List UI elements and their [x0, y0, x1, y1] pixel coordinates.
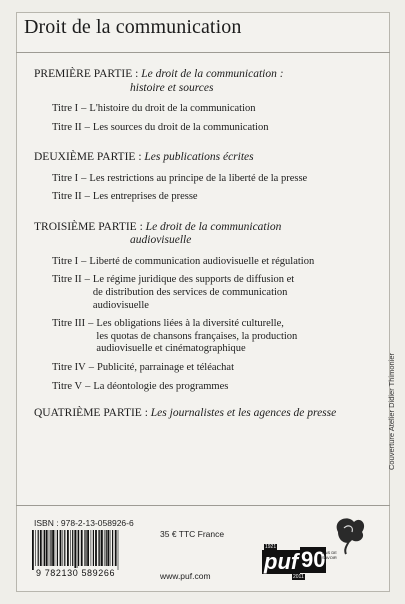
cover-credit: Couverture Atelier Didier Thimonier [387, 353, 396, 470]
bottom-divider [16, 505, 390, 506]
part-heading [34, 221, 379, 248]
part-label: DEUXIÈME PARTIE [34, 151, 136, 164]
title-text-line: Liberté de communication audiovisuelle et régulation [89, 255, 315, 267]
puf-emblem-icon [304, 510, 370, 588]
logo-brand: puf [264, 549, 299, 574]
barcode-bar [77, 530, 78, 570]
title-number: Titre II [52, 274, 82, 286]
toc-part [34, 221, 379, 393]
barcode-bar [46, 530, 48, 566]
barcode [30, 530, 120, 572]
title-dash: – [84, 191, 90, 203]
part-heading [34, 407, 379, 421]
barcode-number: 9 782130 589266 [36, 568, 116, 578]
barcode-bar [74, 530, 76, 570]
title-text-line: Les sources du droit de la communication [92, 121, 269, 133]
title-number: Titre III [52, 318, 86, 330]
title-number: Titre IV [52, 362, 86, 374]
toc-part [34, 407, 379, 421]
title-text-line: les quotas de chansons françaises, la production [96, 330, 298, 342]
part-heading-line [34, 221, 379, 235]
title-number: Titre I [52, 172, 79, 184]
top-divider [16, 52, 390, 53]
barcode-bar [72, 530, 73, 566]
table-of-contents [34, 68, 379, 421]
title-number: Titre I [52, 255, 79, 267]
part-heading-line [34, 151, 379, 165]
toc-title-row [34, 191, 379, 204]
barcode-bar [112, 530, 113, 566]
title-dash: – [88, 362, 94, 374]
title-dash: – [81, 172, 87, 184]
title-dash: – [88, 318, 94, 330]
barcode-bar [101, 530, 103, 566]
barcode-bar [63, 530, 64, 566]
barcode-bar [115, 530, 117, 566]
barcode-bar [60, 530, 62, 566]
part-name: audiovisuelle [130, 234, 192, 247]
logo-year-end: 2011 [293, 574, 304, 580]
part-name: Les journalistes et les agences de presse [150, 407, 337, 420]
barcode-bar [98, 530, 99, 566]
title-text [89, 103, 379, 116]
part-heading-line [34, 82, 379, 96]
title-text-line: audiovisuelle [92, 299, 149, 311]
toc-title-row [34, 173, 379, 186]
title-dash: – [84, 274, 90, 286]
toc-title-row [34, 274, 379, 312]
part-heading-line [34, 68, 379, 82]
logo-year-start: 1921 [265, 544, 277, 550]
barcode-bar [99, 530, 100, 566]
part-name: histoire et sources [130, 81, 214, 94]
part-name: Le droit de la communication : [141, 68, 284, 80]
barcode-bar [43, 530, 44, 566]
barcode-bar [40, 530, 42, 566]
title-text [89, 173, 379, 186]
barcode-bar [95, 530, 97, 566]
part-separator: : [135, 151, 145, 164]
toc-part [34, 151, 379, 204]
barcode-bar [81, 530, 83, 566]
title-text-line: Publicité, parrainage et téléachat [97, 362, 235, 374]
title-number: Titre I [52, 103, 79, 114]
toc-title-row [34, 122, 379, 135]
title-text [93, 274, 379, 312]
barcode-bar [84, 530, 85, 566]
title-text [97, 362, 379, 375]
barcode-bar [104, 530, 105, 566]
barcode-bar [49, 530, 50, 566]
barcode-bar [87, 530, 89, 566]
toc-part [34, 68, 379, 134]
barcode-bar [110, 530, 111, 566]
title-number: Titre V [52, 380, 83, 392]
toc-title-row [34, 381, 379, 394]
title-text-line: L'histoire du droit de la communication [89, 103, 256, 114]
barcode-bar [57, 530, 58, 566]
barcode-bar [52, 530, 54, 566]
title-text-line: audiovisuelle et cinématographique [96, 343, 246, 355]
title-text-line: de distribution des services de communication [92, 287, 288, 299]
title-text-line: Les restrictions au principe de la liberté de la presse [89, 172, 308, 184]
barcode-bar [93, 530, 94, 566]
price-text: 35 € TTC France [160, 529, 225, 539]
title-number: Titre II [52, 121, 82, 133]
title-text [96, 318, 379, 356]
part-label: TROISIÈME PARTIE [34, 220, 137, 233]
part-heading [34, 151, 379, 165]
isbn-text: ISBN : 978-2-13-058926-6 [34, 518, 134, 528]
toc-title-row [34, 318, 379, 356]
toc-title-row [34, 362, 379, 375]
title-text-line: Les obligations liées à la diversité culturelle, [96, 318, 284, 330]
title-text-line: Les entreprises de presse [92, 191, 198, 203]
title-text-line: Le régime juridique des supports de diffusion et [92, 274, 295, 286]
barcode-bar [55, 530, 56, 566]
title-number: Titre II [52, 191, 82, 203]
barcode-bar [67, 530, 69, 566]
barcode-bar [78, 530, 79, 566]
barcode-bar [91, 530, 92, 566]
barcode-bar [44, 530, 45, 566]
title-dash: – [85, 380, 91, 392]
logo-number: 90 [301, 547, 326, 572]
toc-title-row [34, 256, 379, 269]
title-dash: – [81, 103, 87, 114]
title-text-line: La déontologie des programmes [93, 380, 229, 392]
barcode-bar [64, 530, 65, 566]
book-title: Droit de la communication [24, 16, 242, 38]
part-heading [34, 68, 379, 95]
title-text [93, 191, 379, 204]
barcode-bar [118, 530, 119, 570]
barcode-bar [32, 530, 34, 570]
logo-tagline: ANS DE SAVOIR [322, 550, 337, 560]
part-separator: : [132, 68, 142, 80]
title-text [93, 381, 379, 394]
title-text [93, 122, 379, 135]
title-dash: – [81, 255, 87, 267]
barcode-bar [35, 530, 36, 566]
toc-title-row [34, 103, 379, 116]
part-heading-line [34, 407, 379, 421]
title-text [89, 256, 379, 269]
barcode-bar [50, 530, 51, 566]
title-dash: – [84, 121, 90, 133]
part-label: QUATRIÈME PARTIE [34, 407, 142, 420]
barcode-bar [38, 530, 39, 566]
part-name: Le droit de la communication [145, 220, 282, 233]
part-name: Les publications écrites [144, 151, 254, 164]
publisher-url: www.puf.com [160, 571, 211, 581]
barcode-bar [107, 530, 109, 566]
barcode-bar [70, 530, 71, 566]
part-separator: : [141, 407, 151, 420]
barcode-bar [85, 530, 86, 566]
part-label: PREMIÈRE PARTIE [34, 68, 133, 80]
part-separator: : [136, 220, 146, 233]
barcode-bar [106, 530, 107, 566]
part-heading-line [34, 234, 379, 248]
